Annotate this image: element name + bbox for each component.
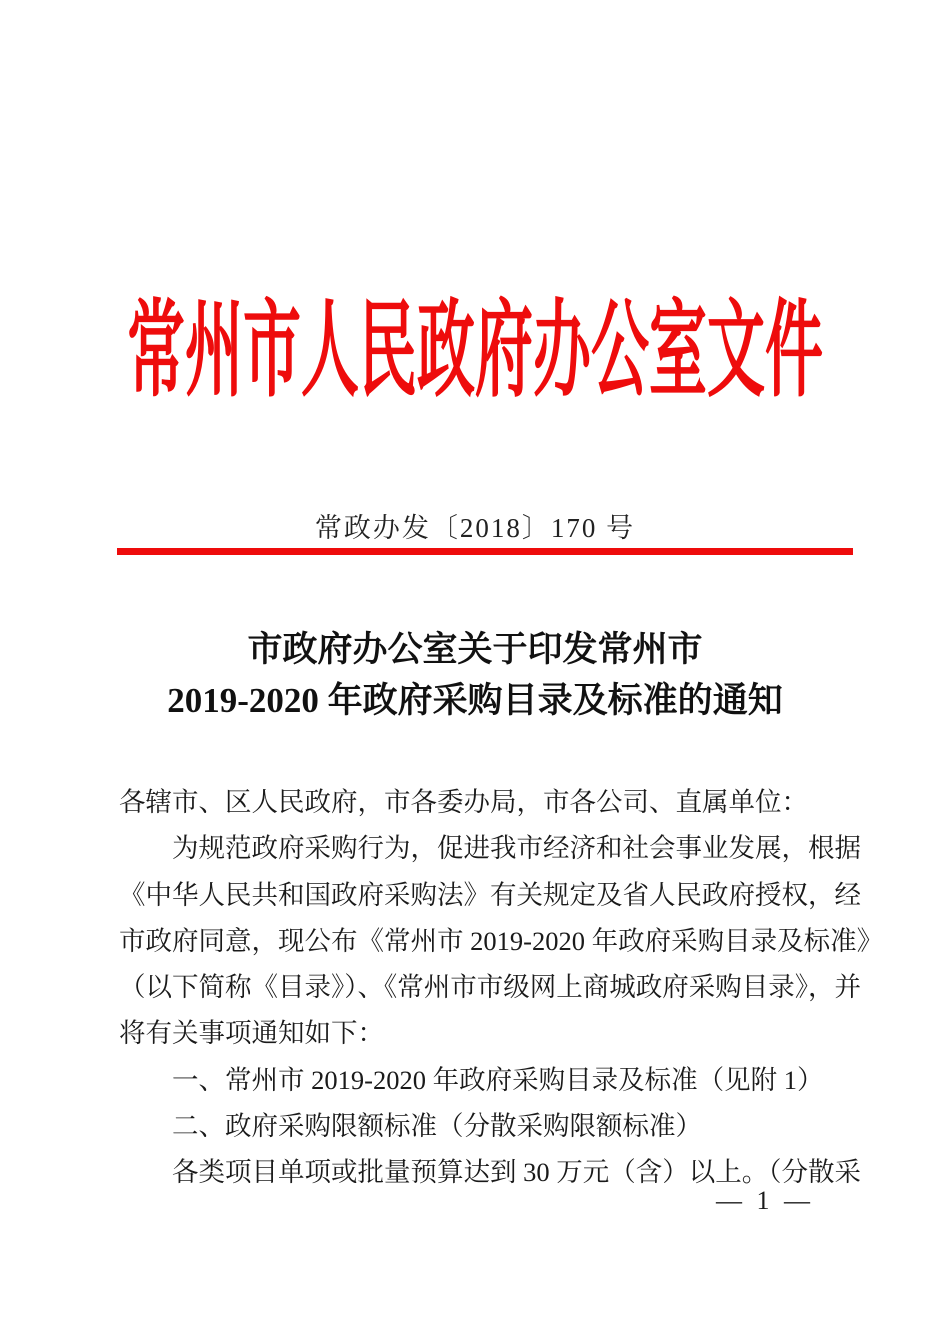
page-number: — 1 — xyxy=(716,1186,814,1215)
body-line: 为规范政府采购行为，促进我市经济和社会事业发展，根据 xyxy=(172,833,861,864)
body-line: 市政府同意，现公布《常州市 2019-2020 年政府采购目录及标准》 xyxy=(119,925,884,956)
body-line: 各辖市、区人民政府，市各委办局，市各公司、直属单位： xyxy=(119,787,808,817)
body-line: 将有关事项通知如下： xyxy=(119,1018,384,1049)
document-number: 常政办发〔2018〕170 号 xyxy=(314,513,636,543)
body-line: 二、政府采购限额标准（分散采购限额标准） xyxy=(172,1111,702,1142)
document-title xyxy=(0,624,950,726)
document-body xyxy=(119,779,884,1196)
body-line: （以下简称《目录》）、《常州市市级网上商城政府采购目录》，并 xyxy=(119,972,861,1003)
red-divider-rule xyxy=(117,548,853,555)
document-title-line2: 2019-2020 年政府采购目录及标准的通知 xyxy=(167,681,783,720)
body-line: 各类项目单项或批量预算达到 30 万元（含）以上。（分散采 xyxy=(172,1157,861,1188)
document-title-line1: 市政府办公室关于印发常州市 xyxy=(247,630,703,669)
body-line: 一、常州市 2019-2020 年政府采购目录及标准（见附 1） xyxy=(172,1064,824,1095)
body-line: 《中华人民共和国政府采购法》有关规定及省人民政府授权，经 xyxy=(119,879,861,910)
letterhead-title: 常州市人民政府办公室文件 xyxy=(126,291,823,411)
red-letterhead-banner xyxy=(0,286,950,411)
